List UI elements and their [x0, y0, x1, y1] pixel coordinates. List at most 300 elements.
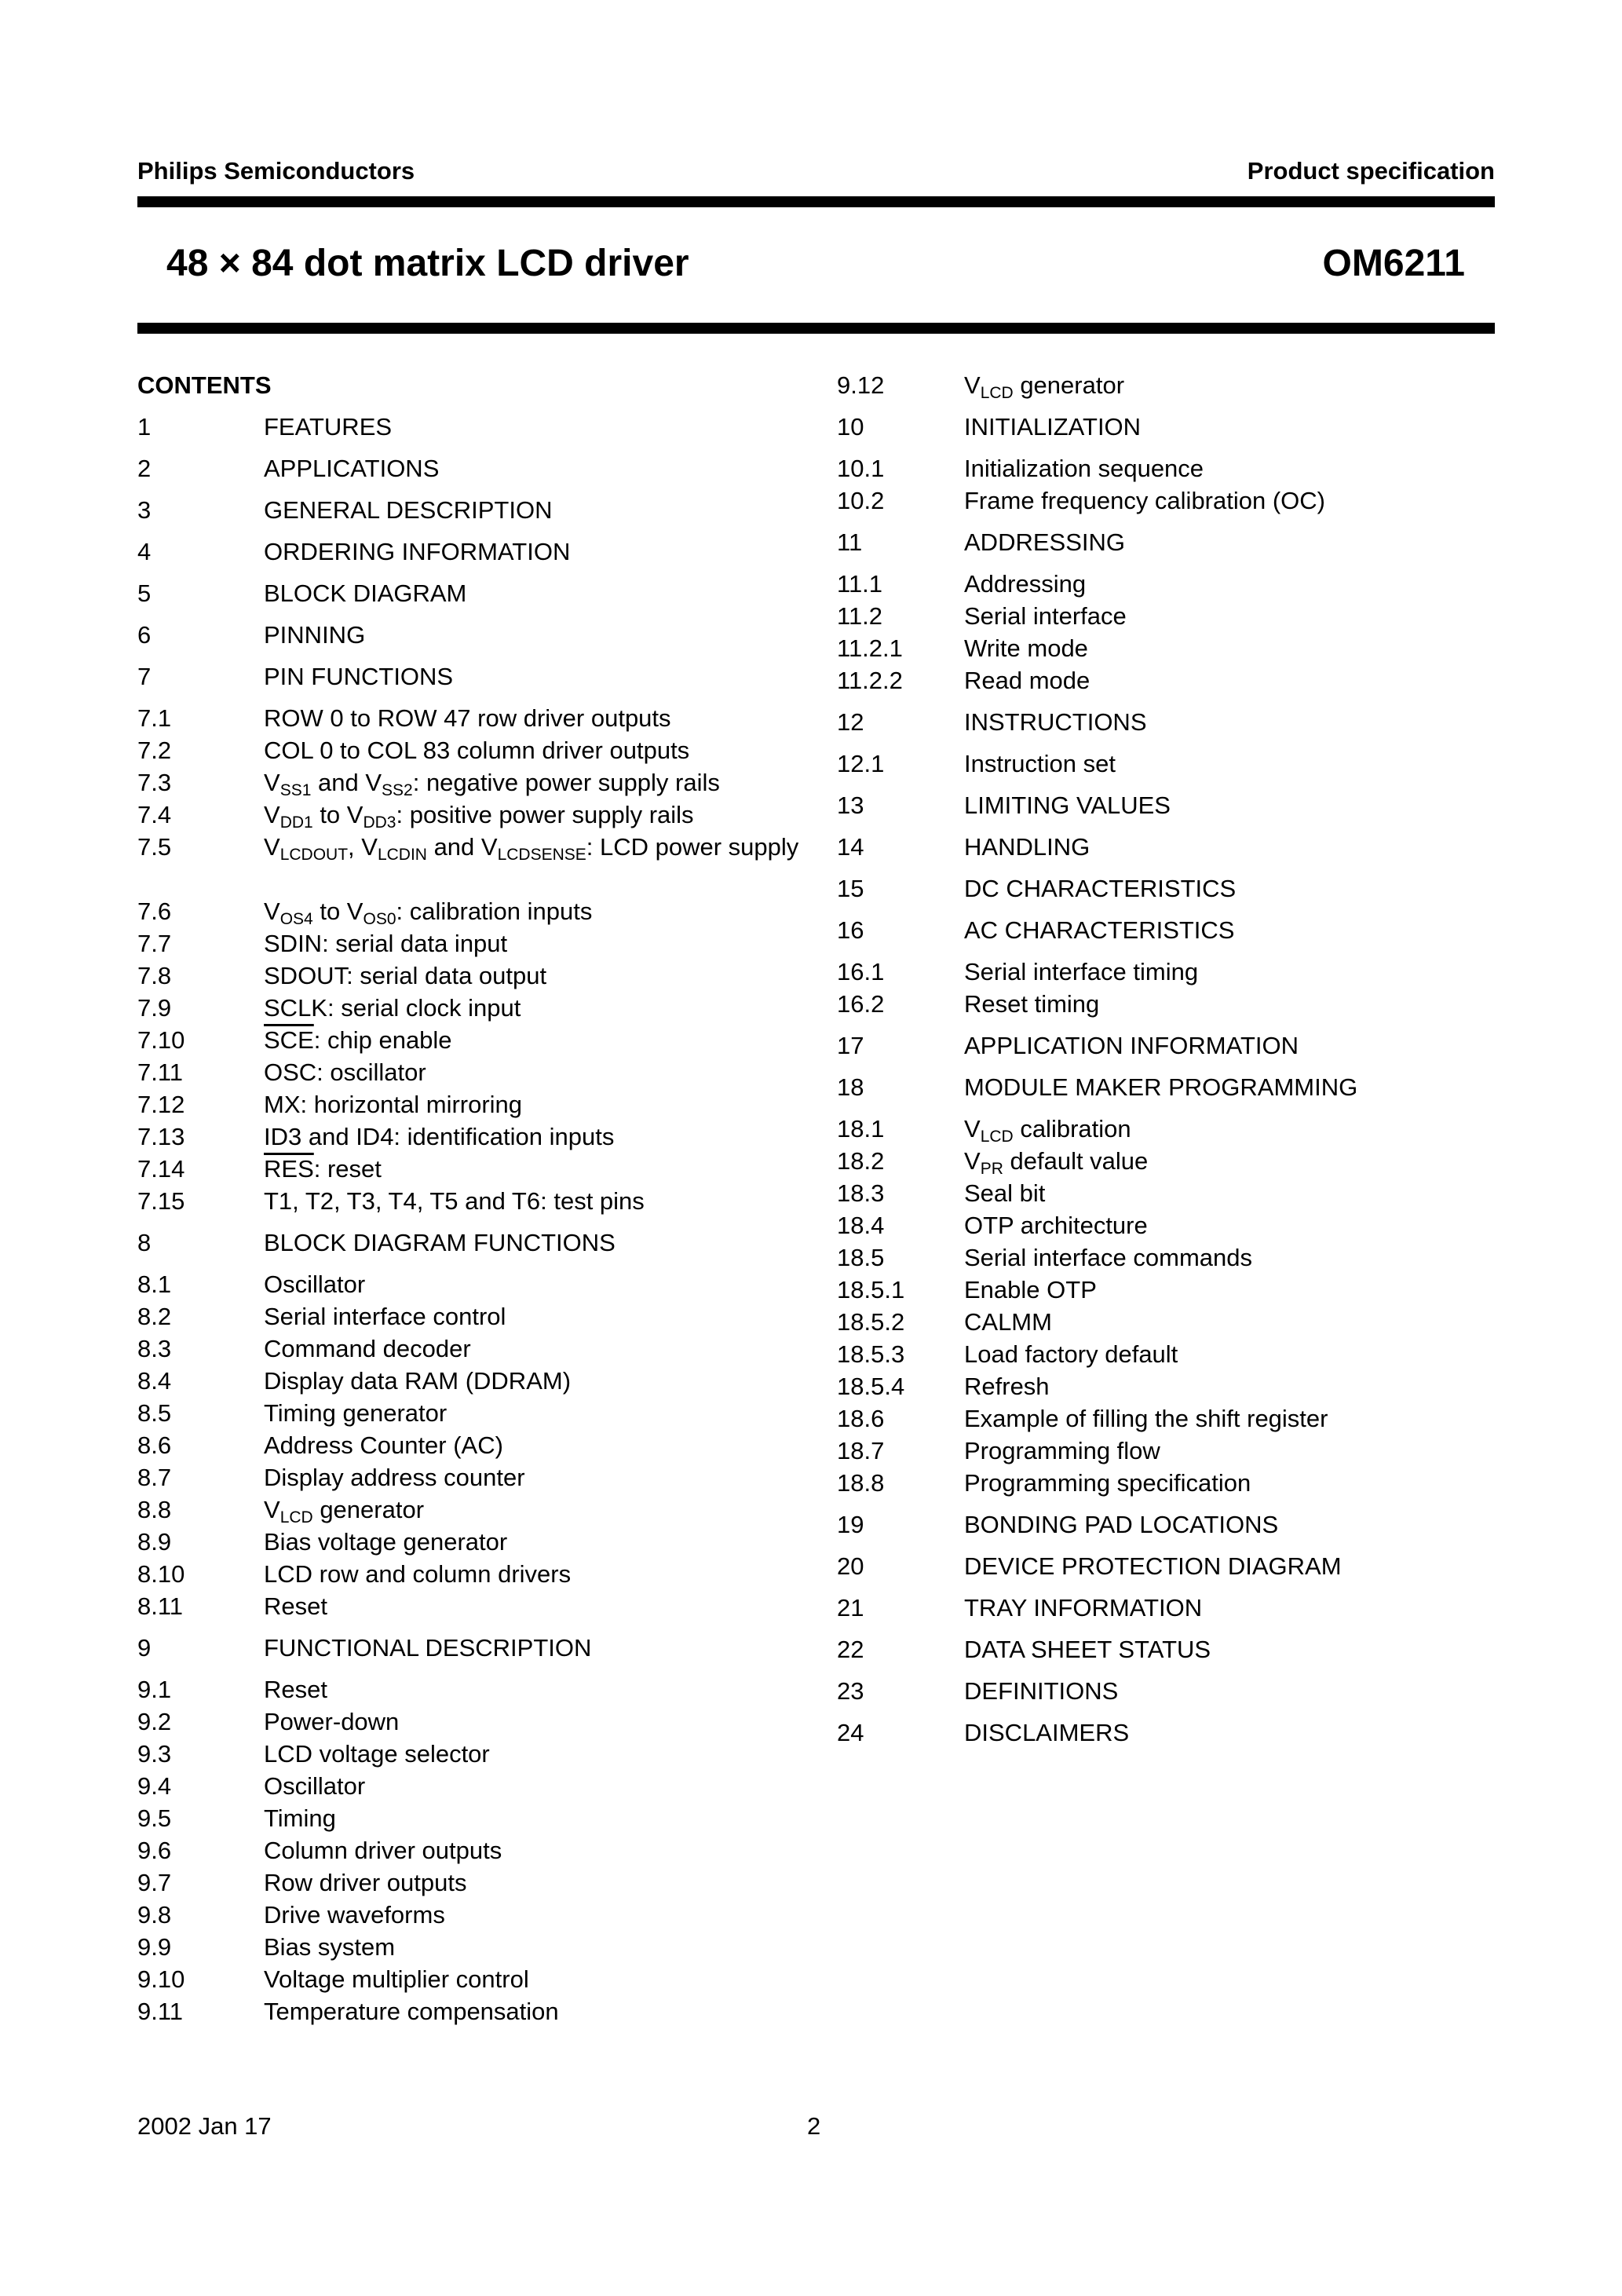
toc-entry: [137, 1590, 797, 1622]
toc-entry: [137, 1866, 797, 1899]
toc-entry-title: MODULE MAKER PROGRAMMING: [964, 1073, 1358, 1101]
toc-entry-number: 8.2: [137, 1303, 172, 1330]
toc-entry-title: Drive waveforms: [264, 1901, 445, 1929]
toc-entry: [837, 988, 1496, 1020]
title-text-segment: calibration: [1013, 1115, 1131, 1143]
toc-entry: [837, 914, 1496, 946]
subscript-text: LCD: [980, 384, 1014, 402]
company-name: Philips Semiconductors: [137, 157, 415, 185]
toc-entry-title: ORDERING INFORMATION: [264, 538, 571, 565]
toc-entry-number: 16.1: [837, 958, 885, 985]
toc-entry-number: 18.5.3: [837, 1340, 905, 1368]
toc-entry-number: 7.1: [137, 704, 172, 732]
document-type: Product specification: [1247, 157, 1495, 185]
toc-entry: [137, 799, 797, 831]
toc-entry-title: Temperature compensation: [264, 1998, 559, 2025]
toc-entry: [837, 1370, 1496, 1402]
toc-entry-number: 7.4: [137, 801, 172, 828]
subscript-text: OS4: [279, 910, 313, 928]
toc-entry-title: Serial interface control: [264, 1303, 506, 1330]
toc-entry-number: 18.4: [837, 1212, 885, 1239]
toc-entry-number: 8.1: [137, 1270, 172, 1298]
toc-entry: [137, 1121, 797, 1153]
toc-entry-title: Programming flow: [964, 1437, 1160, 1464]
toc-entry: [837, 632, 1496, 664]
toc-entry: [137, 1632, 797, 1664]
toc-entry-number: 10.1: [837, 455, 885, 482]
toc-entry-number: 9.6: [137, 1837, 172, 1864]
toc-entry-title: AC CHARACTERISTICS: [964, 916, 1235, 944]
contents-left-column: [137, 369, 797, 2027]
toc-entry-number: 7.15: [137, 1187, 185, 1215]
title-text-segment: and V: [426, 833, 498, 861]
toc-entry: [137, 1227, 797, 1259]
toc-entry-title: BONDING PAD LOCATIONS: [964, 1511, 1279, 1538]
toc-entry: [137, 1738, 797, 1770]
title-text-segment: : chip enable: [313, 1026, 452, 1054]
toc-entry-title: Power-down: [264, 1708, 400, 1735]
toc-entry: [137, 1185, 797, 1217]
toc-entry-number: 18.8: [837, 1469, 885, 1497]
subscript-text: LCD: [980, 1128, 1014, 1146]
toc-entry-title: T1, T2, T3, T4, T5 and T6: test pins: [264, 1187, 645, 1215]
toc-entry: [137, 1024, 797, 1056]
toc-entry: [137, 411, 797, 443]
toc-entry-number: 8.4: [137, 1367, 172, 1395]
toc-entry-number: 7.2: [137, 737, 172, 764]
subscript-text: SS1: [279, 781, 312, 799]
toc-entry-number: 24: [837, 1719, 864, 1746]
toc-entry-number: 12.1: [837, 750, 885, 777]
toc-entry-number: 17: [837, 1032, 864, 1059]
toc-entry-number: 18.3: [837, 1179, 885, 1207]
toc-entry-number: 11: [837, 528, 863, 556]
toc-entry-title: Example of filling the shift register: [964, 1405, 1328, 1432]
toc-entry-title: Bias voltage generator: [264, 1528, 508, 1556]
toc-entry-title: Seal bit: [964, 1179, 1046, 1207]
toc-entry: [837, 452, 1496, 484]
toc-entry-number: 9.2: [137, 1708, 172, 1735]
toc-entry-title: APPLICATIONS: [264, 455, 440, 482]
toc-entry-number: 3: [137, 496, 152, 524]
title-text-segment: : positive power supply rails: [396, 801, 694, 828]
title-text-segment: generator: [312, 1496, 425, 1523]
toc-entry-title: Frame frequency calibration (OC): [964, 487, 1325, 514]
toc-entry: [837, 748, 1496, 780]
toc-entry: [137, 1802, 797, 1834]
toc-entry-title: Timing: [264, 1804, 336, 1832]
toc-entry: [837, 1306, 1496, 1338]
toc-entry-number: 7.14: [137, 1155, 185, 1183]
toc-entry: [137, 577, 797, 609]
toc-entry: [137, 831, 797, 895]
toc-entry-title: [964, 1113, 1506, 1145]
toc-entry-title: Instruction set: [964, 750, 1116, 777]
toc-entry-title: [264, 799, 806, 831]
toc-entry-title: Serial interface timing: [964, 958, 1199, 985]
toc-entry: [137, 1963, 797, 1995]
toc-entry-title: Row driver outputs: [264, 1869, 467, 1896]
toc-entry-number: 2: [137, 455, 152, 482]
toc-entry-title: [264, 1024, 806, 1056]
toc-entry: [137, 1088, 797, 1121]
title-text-segment: : calibration inputs: [396, 898, 593, 925]
toc-entry-number: 8.10: [137, 1560, 185, 1588]
toc-entry: [837, 1209, 1496, 1241]
toc-entry: [137, 992, 797, 1024]
toc-entry: [837, 1717, 1496, 1749]
subscript-text: LCDSENSE: [497, 846, 586, 864]
toc-entry-number: 8.6: [137, 1431, 172, 1459]
toc-entry: [837, 1029, 1496, 1062]
toc-entry: [837, 1633, 1496, 1665]
toc-entry-title: APPLICATION INFORMATION: [964, 1032, 1299, 1059]
overlined-signal-name: $\overline{RES}$: [264, 1155, 314, 1183]
toc-entry: [837, 1675, 1496, 1707]
toc-entry-title: CALMM: [964, 1308, 1052, 1336]
title-text-segment: default value: [1003, 1147, 1149, 1175]
toc-entry-title: DISCLAIMERS: [964, 1719, 1130, 1746]
subscript-text: PR: [980, 1160, 1003, 1178]
part-number: OM6211: [1322, 243, 1465, 284]
toc-entry-number: 11.2.1: [837, 634, 903, 662]
toc-entry-number: 8.5: [137, 1399, 172, 1427]
toc-entry-number: 21: [837, 1594, 864, 1621]
toc-entry: [837, 411, 1496, 443]
toc-entry-title: ID3 and ID4: identification inputs: [264, 1123, 615, 1150]
toc-entry-title: GENERAL DESCRIPTION: [264, 496, 553, 524]
toc-entry: [837, 600, 1496, 632]
toc-entry-number: 9.8: [137, 1901, 172, 1929]
toc-entry: [837, 1145, 1496, 1177]
title-text-segment: V: [964, 1147, 981, 1175]
toc-entry: [137, 536, 797, 568]
toc-entry-number: 18.2: [837, 1147, 885, 1175]
toc-entry-number: 9.12: [837, 371, 885, 399]
toc-entry-title: DATA SHEET STATUS: [964, 1636, 1211, 1663]
title-text-segment: : negative power supply rails: [412, 769, 720, 796]
toc-entry: [137, 494, 797, 526]
toc-entry-number: 9.4: [137, 1772, 172, 1800]
toc-entry-number: 7.3: [137, 769, 172, 796]
toc-entry-number: 8.7: [137, 1464, 172, 1491]
toc-entry-number: 18.5: [837, 1244, 885, 1271]
toc-entry-title: Serial interface commands: [964, 1244, 1252, 1271]
toc-entry-title: Reset: [264, 1676, 327, 1703]
toc-entry: [137, 1268, 797, 1300]
toc-entry-number: 7.8: [137, 962, 172, 989]
toc-entry-title: SDIN: serial data input: [264, 930, 508, 957]
toc-entry: [837, 1592, 1496, 1624]
toc-entry-number: 16.2: [837, 990, 885, 1018]
toc-entry-title: Display data RAM (DDRAM): [264, 1367, 572, 1395]
toc-entry: [837, 1177, 1496, 1209]
toc-entry-title: TRAY INFORMATION: [964, 1594, 1203, 1621]
toc-entry-number: 10: [837, 413, 864, 441]
title-text-segment: V: [964, 1115, 981, 1143]
toc-entry-title: Oscillator: [264, 1772, 366, 1800]
toc-entry: [137, 1365, 797, 1397]
toc-entry-number: 9.1: [137, 1676, 172, 1703]
toc-entry: [837, 1071, 1496, 1103]
toc-entry-title: OSC: oscillator: [264, 1058, 426, 1086]
toc-entry-title: LCD voltage selector: [264, 1740, 490, 1768]
toc-entry-title: Serial interface: [964, 602, 1127, 630]
subscript-text: LCDOUT: [279, 846, 349, 864]
title-text-segment: : LCD power supply: [586, 833, 799, 861]
toc-entry: [837, 568, 1496, 600]
toc-entry-title: Reset timing: [964, 990, 1100, 1018]
toc-entry: [837, 1338, 1496, 1370]
title-text-segment: to V: [312, 898, 363, 925]
toc-entry-title: Column driver outputs: [264, 1837, 502, 1864]
toc-entry-title: HANDLING: [964, 833, 1090, 861]
toc-entry: [137, 1899, 797, 1931]
toc-entry-number: 9.10: [137, 1965, 185, 1993]
toc-entry: [137, 1526, 797, 1558]
toc-entry-number: 12: [837, 708, 864, 736]
toc-entry-number: 15: [837, 875, 864, 902]
page-number: 2: [807, 2112, 821, 2140]
toc-entry: [837, 526, 1496, 558]
subscript-text: LCDIN: [377, 846, 427, 864]
header-rule-top: [137, 196, 1495, 207]
toc-entry: [837, 789, 1496, 821]
toc-entry: [837, 1274, 1496, 1306]
toc-entry-title: DC CHARACTERISTICS: [964, 875, 1237, 902]
toc-entry-number: 20: [837, 1552, 864, 1580]
toc-entry-number: 8.11: [137, 1592, 184, 1620]
toc-entry-number: 23: [837, 1677, 864, 1705]
title-text-segment: : reset: [313, 1155, 382, 1183]
title-text-segment: V: [264, 801, 280, 828]
toc-entry-title: Programming specification: [964, 1469, 1251, 1497]
toc-entry: [137, 1931, 797, 1963]
toc-entry: [137, 452, 797, 484]
overlined-signal-name: $\overline{SCE}$: [264, 1026, 314, 1054]
toc-entry-title: Refresh: [964, 1373, 1050, 1400]
toc-entry-title: Timing generator: [264, 1399, 448, 1427]
toc-entry-title: MX: horizontal mirroring: [264, 1091, 523, 1118]
header-rule-bottom: [137, 323, 1495, 334]
toc-entry-number: 7.6: [137, 898, 172, 925]
toc-entry-number: 7.11: [137, 1058, 184, 1086]
title-text-segment: , V: [348, 833, 378, 861]
toc-entry: [837, 1550, 1496, 1582]
toc-entry-title: LIMITING VALUES: [964, 792, 1171, 819]
toc-entry: [137, 927, 797, 960]
title-text-segment: to V: [312, 801, 363, 828]
toc-entry: [137, 1706, 797, 1738]
toc-entry-number: 14: [837, 833, 864, 861]
toc-entry-title: Addressing: [964, 570, 1087, 598]
toc-entry: [837, 1113, 1496, 1145]
toc-entry-title: INITIALIZATION: [964, 413, 1142, 441]
toc-entry-title: COL 0 to COL 83 column driver outputs: [264, 737, 690, 764]
toc-entry: [137, 1493, 797, 1526]
toc-entry-title: [264, 895, 806, 927]
toc-entry-title: Address Counter (AC): [264, 1431, 503, 1459]
toc-entry-title: DEFINITIONS: [964, 1677, 1119, 1705]
toc-entry-title: SCLK: serial clock input: [264, 994, 521, 1022]
toc-entry-title: Load factory default: [964, 1340, 1178, 1368]
title-text-segment: V: [964, 371, 981, 399]
toc-entry-number: 7.5: [137, 833, 172, 861]
toc-entry-number: 7.10: [137, 1026, 185, 1054]
document-title: 48 × 84 dot matrix LCD driver: [166, 243, 689, 284]
toc-entry-number: 9.11: [137, 1998, 184, 2025]
toc-entry-number: 9.5: [137, 1804, 172, 1832]
contents-heading: CONTENTS: [137, 371, 272, 399]
toc-entry-number: 1: [137, 413, 152, 441]
toc-entry: [837, 1402, 1496, 1435]
toc-entry: [837, 956, 1496, 988]
toc-entry-title: [964, 1145, 1506, 1177]
toc-entry-title: PIN FUNCTIONS: [264, 663, 454, 690]
toc-entry-number: 11.2: [837, 602, 883, 630]
toc-entry-title: [964, 369, 1506, 401]
toc-entry-number: 18: [837, 1073, 864, 1101]
toc-entry-number: 18.5.2: [837, 1308, 905, 1336]
toc-entry: [837, 1508, 1496, 1541]
toc-entry: [137, 1770, 797, 1802]
toc-entry-title: Bias system: [264, 1933, 396, 1961]
toc-entry-number: 10.2: [837, 487, 885, 514]
toc-entry: [137, 1056, 797, 1088]
toc-entry-title: Voltage multiplier control: [264, 1965, 529, 1993]
toc-entry-number: 11.1: [837, 570, 883, 598]
toc-entry-title: Enable OTP: [964, 1276, 1097, 1303]
toc-entry-number: 7.12: [137, 1091, 185, 1118]
toc-entry-number: 7.9: [137, 994, 172, 1022]
toc-entry-number: 11.2.2: [837, 667, 903, 694]
subscript-text: DD1: [279, 813, 313, 832]
toc-entry: [137, 1397, 797, 1429]
footer-date: 2002 Jan 17: [137, 2112, 272, 2140]
toc-entry: [137, 734, 797, 766]
toc-entry-title: [264, 1153, 806, 1185]
toc-entry-number: 7: [137, 663, 152, 690]
toc-entry-title: Command decoder: [264, 1335, 471, 1362]
toc-entry: [137, 1300, 797, 1333]
toc-entry-number: 18.1: [837, 1115, 885, 1143]
toc-entry: [837, 369, 1496, 401]
toc-entry-number: 9.3: [137, 1740, 172, 1768]
toc-entry: [837, 872, 1496, 905]
toc-entry-title: [264, 831, 806, 863]
toc-entry-number: 8.3: [137, 1335, 172, 1362]
toc-entry: [837, 706, 1496, 738]
toc-entry: [137, 1429, 797, 1461]
toc-entry: [837, 664, 1496, 696]
toc-entry-number: 7.13: [137, 1123, 185, 1150]
toc-entry-number: 9.9: [137, 1933, 172, 1961]
toc-entry: [837, 1241, 1496, 1274]
toc-entry: [137, 1834, 797, 1866]
toc-left-list: [137, 411, 797, 2027]
toc-entry-title: BLOCK DIAGRAM: [264, 579, 467, 607]
toc-entry-number: 7.7: [137, 930, 172, 957]
toc-entry-title: BLOCK DIAGRAM FUNCTIONS: [264, 1229, 616, 1256]
toc-entry: [837, 484, 1496, 517]
toc-entry: [137, 660, 797, 693]
toc-entry-number: 6: [137, 621, 152, 649]
toc-entry-number: 8.9: [137, 1528, 172, 1556]
toc-entry: [837, 831, 1496, 863]
toc-right-list: [837, 369, 1496, 1749]
title-text-segment: V: [264, 833, 280, 861]
toc-entry-title: ADDRESSING: [964, 528, 1125, 556]
toc-entry: [137, 1153, 797, 1185]
toc-entry-title: OTP architecture: [964, 1212, 1148, 1239]
toc-entry-title: PINNING: [264, 621, 366, 649]
toc-entry-number: 9.7: [137, 1869, 172, 1896]
title-text-segment: V: [264, 898, 280, 925]
toc-entry: [137, 895, 797, 927]
toc-entry-title: [264, 766, 806, 799]
toc-entry: [137, 1673, 797, 1706]
toc-entry-title: Oscillator: [264, 1270, 366, 1298]
toc-entry-number: 5: [137, 579, 152, 607]
toc-entry: [137, 702, 797, 734]
toc-entry: [137, 1995, 797, 2027]
toc-entry-number: 22: [837, 1636, 864, 1663]
toc-entry: [837, 1435, 1496, 1467]
toc-entry-number: 8.8: [137, 1496, 172, 1523]
toc-entry-number: 18.5.4: [837, 1373, 905, 1400]
toc-entry: [137, 1333, 797, 1365]
toc-entry: [137, 960, 797, 992]
toc-entry-title: ROW 0 to ROW 47 row driver outputs: [264, 704, 671, 732]
toc-entry-number: 18.5.1: [837, 1276, 905, 1303]
toc-entry-number: 9: [137, 1634, 152, 1662]
toc-entry: [137, 619, 797, 651]
toc-entry-number: 8: [137, 1229, 152, 1256]
toc-entry-number: 19: [837, 1511, 864, 1538]
toc-entry: [137, 1558, 797, 1590]
subscript-text: DD3: [363, 813, 396, 832]
toc-entry-title: DEVICE PROTECTION DIAGRAM: [964, 1552, 1342, 1580]
toc-entry-title: Display address counter: [264, 1464, 525, 1491]
toc-entry: [837, 1467, 1496, 1499]
toc-entry-title: Write mode: [964, 634, 1088, 662]
subscript-text: SS2: [382, 781, 413, 799]
toc-entry-number: 18.7: [837, 1437, 885, 1464]
toc-entry-number: 18.6: [837, 1405, 885, 1432]
subscript-text: LCD: [279, 1508, 313, 1526]
toc-entry-title: LCD row and column drivers: [264, 1560, 572, 1588]
toc-entry-title: FUNCTIONAL DESCRIPTION: [264, 1634, 592, 1662]
title-text-segment: and V: [311, 769, 382, 796]
toc-entry-title: SDOUT: serial data output: [264, 962, 547, 989]
contents-right-column: [837, 369, 1496, 1749]
title-text-segment: V: [264, 769, 280, 796]
toc-entry-title: INSTRUCTIONS: [964, 708, 1147, 736]
toc-entry-title: FEATURES: [264, 413, 393, 441]
title-text-segment: V: [264, 1496, 280, 1523]
toc-entry-title: [264, 1493, 806, 1526]
title-text-segment: generator: [1013, 371, 1125, 399]
toc-entry-number: 4: [137, 538, 152, 565]
toc-entry-title: Initialization sequence: [964, 455, 1204, 482]
toc-entry-number: 16: [837, 916, 864, 944]
toc-entry-title: Read mode: [964, 667, 1090, 694]
toc-entry: [137, 1461, 797, 1493]
toc-entry: [137, 766, 797, 799]
toc-entry-number: 13: [837, 792, 864, 819]
toc-entry-title: Reset: [264, 1592, 327, 1620]
subscript-text: OS0: [363, 910, 396, 928]
